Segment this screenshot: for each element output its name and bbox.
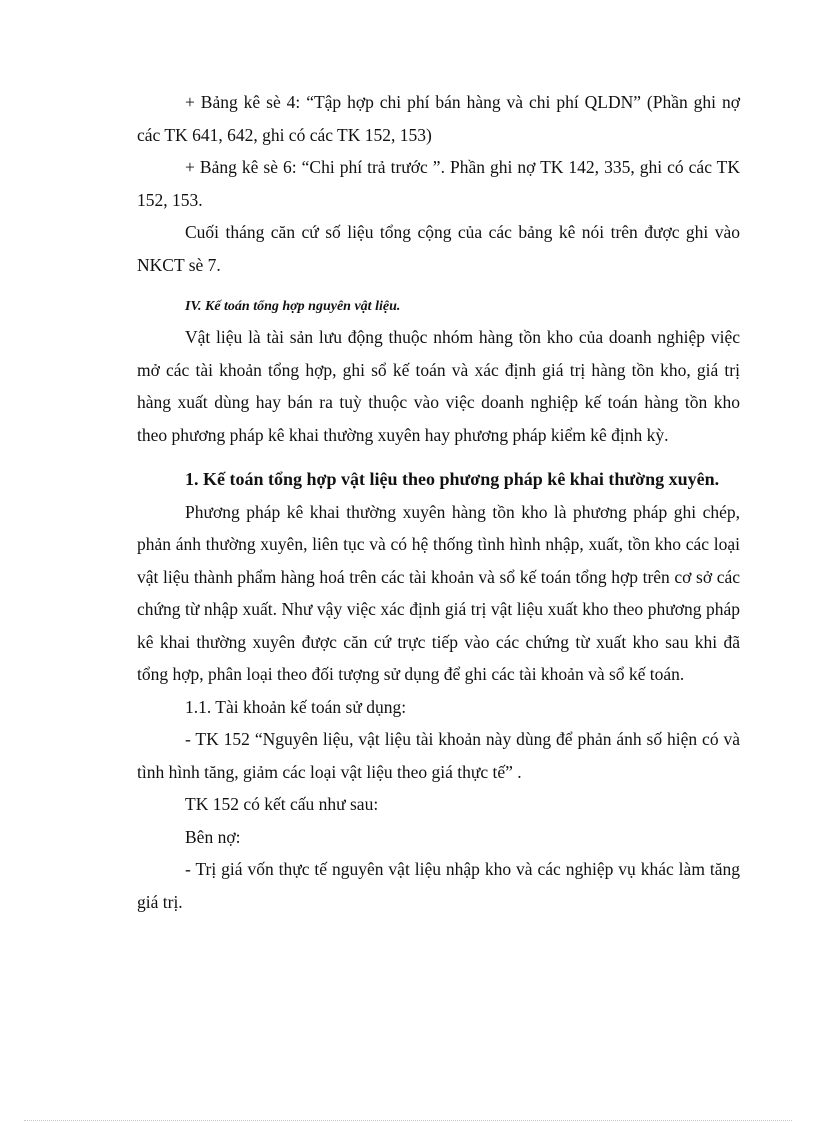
paragraph-vat-lieu: Vật liệu là tài sản lưu động thuộc nhóm hàng tồn kho của doanh nghiệp việc mở các tài khoản tổng hợp, ghi sổ kế toán và xác định giá trị hàng tồn kho, giá trị hàng xuất dùng hay bán ra tuỳ thuộc vào việc doanh nghiệp kế toán hàng tồn kho theo phương pháp kê khai thường xuyên hay phương pháp kiểm kê định kỳ.	[137, 327, 740, 445]
paragraph-tk152-structure: TK 152 có kết cấu như sau:	[185, 794, 379, 814]
paragraph-bang-ke-6: + Bảng kê sè 6: “Chi phí trả trước ”. Phần ghi nợ TK 142, 335, ghi có các TK 152, 153.	[137, 157, 740, 210]
subsection-tai-khoan: 1.1. Tài khoản kế toán sử dụng:	[185, 696, 407, 717]
paragraph-debit-item: - Trị giá vốn thực tế nguyên vật liệu nhập kho và các nghiệp vụ khác làm tăng giá trị.	[137, 859, 740, 912]
paragraph-cuoi-thang: Cuối tháng căn cứ số liệu tổng cộng của các bảng kê nói trên được ghi vào NKCT sè 7.	[137, 222, 740, 275]
section-heading: IV. Kế toán tổng hợp nguyên vật liệu.	[185, 299, 401, 314]
paragraph-phuong-phap: Phương pháp kê khai thường xuyên hàng tồn kho là phương pháp ghi chép, phản ánh thường xuyên, liên tục và có hệ thống tình hình nhập, xuất, tồn kho các loại vật liệu thành phẩm hàng hoá trên các tài khoản và sổ kế toán tổng hợp trên cơ sở các chứng từ nhập xuất. Như vậy việc xác định giá trị vật liệu xuất kho theo phương pháp kê khai thường xuyên được căn cứ trực tiếp vào các chứng từ xuất kho sau khi đã tổng hợp, phân loại theo đối tượng sử dụng để ghi các tài khoản và sổ kế toán.	[137, 501, 740, 684]
paragraph-tk152: - TK 152 “Nguyên liệu, vật liệu tài khoản này dùng để phản ánh số hiện có và tình hình tăng, giảm các loại vật liệu theo giá thực tế” .	[137, 729, 740, 782]
paragraph-bang-ke-4: + Bảng kê sè 4: “Tập hợp chi phí bán hàng và chi phí QLDN” (Phần ghi nợ các TK 641, 642, ghi có các TK 152, 153)	[137, 92, 740, 145]
footer-dotted-rule	[24, 1120, 792, 1121]
subheading-ke-khai: 1. Kế toán tổng hợp vật liệu theo phương pháp kê khai thường xuyên.	[185, 469, 720, 489]
label-ben-no: Bên nợ:	[185, 826, 241, 847]
page-body	[137, 86, 740, 918]
